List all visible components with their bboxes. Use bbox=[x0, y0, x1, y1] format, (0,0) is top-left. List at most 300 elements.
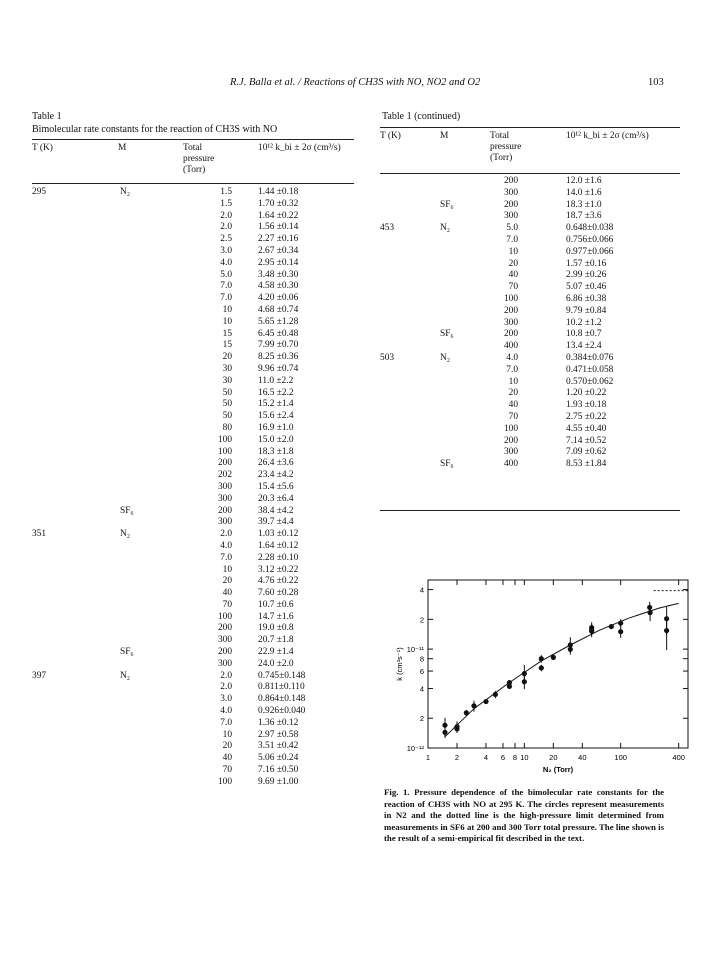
cell-P: 7.0 bbox=[220, 293, 232, 304]
table-row bbox=[32, 600, 354, 612]
col-header-M-cont: M bbox=[440, 131, 449, 141]
cell-P: 200 bbox=[503, 329, 518, 340]
cell-k: 2.99 ±0.26 bbox=[566, 270, 607, 281]
cell-P: 10 bbox=[508, 246, 518, 257]
cell-k: 14.7 ±1.6 bbox=[258, 611, 294, 622]
cell-k: 4.58 ±0.30 bbox=[258, 281, 299, 292]
cell-k: 10.2 ±1.2 bbox=[566, 317, 602, 328]
cell-P: 3.0 bbox=[220, 694, 232, 705]
cell-M: SF₆ bbox=[440, 459, 454, 470]
cell-P: 300 bbox=[217, 481, 232, 492]
cell-k: 8.25 ±0.36 bbox=[258, 352, 299, 363]
table-row bbox=[32, 399, 354, 411]
table-row bbox=[32, 706, 354, 718]
table-row bbox=[32, 529, 354, 541]
cell-P: 15 bbox=[222, 340, 232, 351]
cell-P: 200 bbox=[217, 458, 232, 469]
cell-k: 3.51 ±0.42 bbox=[258, 741, 299, 752]
table-row bbox=[32, 659, 354, 671]
table-row bbox=[32, 293, 354, 305]
cell-P: 80 bbox=[222, 422, 232, 433]
cell-P: 15 bbox=[222, 328, 232, 339]
table-row bbox=[32, 281, 354, 293]
cell-P: 200 bbox=[217, 505, 232, 516]
cell-M: N₂ bbox=[440, 352, 451, 363]
data-point bbox=[664, 616, 669, 621]
table-row bbox=[32, 447, 354, 459]
data-point bbox=[471, 703, 476, 708]
cell-P: 70 bbox=[222, 765, 232, 776]
x-tick-label: 100 bbox=[614, 753, 627, 762]
cell-P: 10 bbox=[222, 564, 232, 575]
cell-M: SF₆ bbox=[120, 647, 134, 658]
data-point bbox=[647, 610, 652, 615]
cell-P: 3.0 bbox=[220, 245, 232, 256]
cell-k: 6.86 ±0.38 bbox=[566, 293, 607, 304]
cell-P: 5.0 bbox=[506, 223, 518, 234]
y-tick-label: 4 bbox=[419, 585, 424, 595]
table-row bbox=[32, 777, 354, 789]
cell-k: 5.07 ±0.46 bbox=[566, 282, 607, 293]
cell-T: 503 bbox=[380, 352, 395, 363]
cell-P: 2.0 bbox=[220, 670, 232, 681]
cell-k: 1.03 ±0.12 bbox=[258, 529, 299, 540]
table-row bbox=[32, 682, 354, 694]
cell-k: 26.4 ±3.6 bbox=[258, 458, 294, 469]
cell-P: 1.5 bbox=[220, 198, 232, 209]
table-row bbox=[32, 753, 354, 765]
data-point bbox=[464, 710, 469, 715]
cell-k: 10.8 ±0.7 bbox=[566, 329, 602, 340]
table1-body bbox=[32, 187, 354, 789]
table-row bbox=[380, 329, 680, 341]
cell-P: 100 bbox=[217, 611, 232, 622]
table-row bbox=[32, 741, 354, 753]
cell-k: 1.93 ±0.18 bbox=[566, 400, 607, 411]
table-row bbox=[380, 436, 680, 448]
y-tick-label: 10⁻¹¹ bbox=[406, 645, 424, 655]
cell-P: 30 bbox=[222, 363, 232, 374]
col-header-rate-cont: 10¹² k_bi ± 2σ (cm³/s) bbox=[566, 131, 649, 141]
cell-P: 4.0 bbox=[220, 706, 232, 717]
table1-label: Table 1 bbox=[32, 111, 62, 122]
cell-P: 20 bbox=[222, 352, 232, 363]
cell-k: 1.70 ±0.32 bbox=[258, 198, 299, 209]
table-row bbox=[32, 270, 354, 282]
cell-P: 10 bbox=[508, 376, 518, 387]
cell-M: N₂ bbox=[120, 529, 131, 540]
cell-P: 7.0 bbox=[220, 717, 232, 728]
cell-k: 0.756±0.066 bbox=[566, 234, 614, 245]
table-row bbox=[380, 270, 680, 282]
table-row bbox=[32, 671, 354, 683]
cell-M: N₂ bbox=[120, 670, 131, 681]
table-row bbox=[380, 282, 680, 294]
data-point bbox=[493, 692, 498, 697]
cell-k: 16.9 ±1.0 bbox=[258, 422, 294, 433]
table-row bbox=[32, 258, 354, 270]
table-row bbox=[380, 259, 680, 271]
cell-P: 300 bbox=[217, 493, 232, 504]
cell-k: 2.97 ±0.58 bbox=[258, 729, 299, 740]
cell-k: 16.5 ±2.2 bbox=[258, 387, 294, 398]
cell-k: 3.12 ±0.22 bbox=[258, 564, 299, 575]
x-tick-label: 1 bbox=[425, 753, 431, 762]
cell-M: N₂ bbox=[120, 187, 131, 197]
data-point bbox=[618, 629, 623, 634]
cell-M: SF₆ bbox=[440, 329, 454, 340]
table-row bbox=[380, 318, 680, 330]
figure-1-chart bbox=[390, 568, 690, 783]
x-tick-label: 8 bbox=[512, 753, 518, 762]
cell-T: 397 bbox=[32, 670, 47, 681]
cell-P: 7.0 bbox=[506, 234, 518, 245]
cell-P: 50 bbox=[222, 387, 232, 398]
data-point bbox=[442, 723, 447, 728]
cell-P: 4.0 bbox=[220, 540, 232, 551]
cell-k: 18.3 ±1.0 bbox=[566, 199, 602, 210]
y-tick-label: 4 bbox=[419, 684, 424, 694]
cell-M: N₂ bbox=[440, 223, 451, 234]
table1-cont-top-rule bbox=[380, 127, 680, 128]
table-row bbox=[32, 435, 354, 447]
cell-k: 0.811±0.110 bbox=[258, 682, 305, 693]
table-row bbox=[380, 412, 680, 424]
cell-k: 2.75 ±0.22 bbox=[566, 411, 607, 422]
cell-P: 200 bbox=[217, 647, 232, 658]
cell-k: 1.57 ±0.16 bbox=[566, 258, 607, 269]
page-number: 103 bbox=[648, 77, 664, 88]
cell-P: 200 bbox=[503, 176, 518, 186]
cell-P: 2.5 bbox=[220, 234, 232, 245]
cell-k: 7.09 ±0.62 bbox=[566, 447, 607, 458]
y-tick-label: 8 bbox=[419, 654, 424, 664]
cell-T: 295 bbox=[32, 187, 47, 197]
cell-k: 39.7 ±4.4 bbox=[258, 517, 294, 528]
cell-k: 1.64 ±0.22 bbox=[258, 210, 299, 221]
cell-k: 6.45 ±0.48 bbox=[258, 328, 299, 339]
cell-k: 0.977±0.066 bbox=[566, 246, 614, 257]
cell-k: 22.9 ±1.4 bbox=[258, 647, 294, 658]
cell-k: 1.36 ±0.12 bbox=[258, 717, 299, 728]
cell-k: 2.27 ±0.16 bbox=[258, 234, 299, 245]
table-row bbox=[32, 234, 354, 246]
cell-P: 200 bbox=[503, 305, 518, 316]
table-row bbox=[32, 458, 354, 470]
col-header-T: T (K) bbox=[32, 143, 53, 153]
x-tick-label: 400 bbox=[672, 753, 685, 762]
table-row bbox=[32, 576, 354, 588]
cell-k: 9.69 ±1.00 bbox=[258, 776, 299, 787]
table-row bbox=[32, 352, 354, 364]
cell-k: 0.384±0.076 bbox=[566, 352, 614, 363]
cell-k: 1.44 ±0.18 bbox=[258, 187, 299, 197]
table-row bbox=[32, 222, 354, 234]
table-row bbox=[380, 377, 680, 389]
table-row bbox=[380, 365, 680, 377]
table-row bbox=[32, 730, 354, 742]
running-title: R.J. Balla et al. / Reactions of CH3S with NO, NO2 and O2 bbox=[230, 77, 481, 88]
cell-P: 40 bbox=[222, 753, 232, 764]
col-header-M: M bbox=[118, 143, 127, 153]
table-row bbox=[32, 199, 354, 211]
cell-P: 40 bbox=[222, 588, 232, 599]
cell-k: 4.68 ±0.74 bbox=[258, 304, 299, 315]
table-row bbox=[32, 187, 354, 199]
table1-top-rule bbox=[32, 139, 354, 140]
table-row bbox=[380, 235, 680, 247]
table-row bbox=[32, 340, 354, 352]
cell-P: 20 bbox=[222, 576, 232, 587]
table-row bbox=[380, 447, 680, 459]
fit-line bbox=[445, 603, 679, 736]
cell-k: 10.7 ±0.6 bbox=[258, 599, 294, 610]
col-header-pressure: Total pressure (Torr) bbox=[183, 143, 215, 175]
cell-P: 1.5 bbox=[220, 187, 232, 197]
table1-cont-bottom-rule bbox=[380, 510, 680, 511]
cell-k: 4.20 ±0.06 bbox=[258, 293, 299, 304]
table-row bbox=[32, 423, 354, 435]
table1-cont-label: Table 1 (continued) bbox=[382, 111, 461, 122]
table-row bbox=[32, 541, 354, 553]
cell-P: 50 bbox=[222, 411, 232, 422]
table-row bbox=[32, 718, 354, 730]
table-row bbox=[32, 494, 354, 506]
table-row bbox=[32, 765, 354, 777]
data-point bbox=[568, 642, 573, 647]
table1-header-rule bbox=[32, 183, 354, 184]
cell-P: 70 bbox=[222, 599, 232, 610]
cell-P: 7.0 bbox=[506, 364, 518, 375]
cell-P: 100 bbox=[217, 776, 232, 787]
table-row bbox=[32, 694, 354, 706]
y-tick-label: 2 bbox=[419, 714, 424, 724]
table-row bbox=[32, 317, 354, 329]
cell-P: 2.0 bbox=[220, 222, 232, 233]
table1-title: Bimolecular rate constants for the reaction of CH3S with NO bbox=[32, 124, 278, 135]
cell-P: 30 bbox=[222, 375, 232, 386]
table1-cont-body bbox=[380, 176, 680, 471]
x-axis-label: N₂ (Torr) bbox=[542, 765, 574, 774]
data-point bbox=[483, 699, 488, 704]
cell-k: 1.56 ±0.14 bbox=[258, 222, 299, 233]
cell-M: SF₆ bbox=[440, 199, 454, 210]
cell-P: 2.0 bbox=[220, 529, 232, 540]
cell-T: 453 bbox=[380, 223, 395, 234]
y-tick-label: 10⁻¹² bbox=[406, 744, 424, 753]
running-header bbox=[0, 77, 720, 93]
cell-k: 24.0 ±2.0 bbox=[258, 658, 294, 669]
data-point bbox=[609, 624, 614, 629]
cell-k: 5.06 ±0.24 bbox=[258, 753, 299, 764]
table-row bbox=[380, 306, 680, 318]
cell-k: 7.16 ±0.50 bbox=[258, 765, 299, 776]
cell-P: 50 bbox=[222, 399, 232, 410]
cell-P: 200 bbox=[503, 435, 518, 446]
table-row bbox=[32, 482, 354, 494]
table-row bbox=[32, 612, 354, 624]
table-row bbox=[32, 246, 354, 258]
cell-P: 20 bbox=[222, 741, 232, 752]
table-row bbox=[380, 353, 680, 365]
cell-k: 20.7 ±1.8 bbox=[258, 635, 294, 646]
cell-P: 400 bbox=[503, 341, 518, 352]
col-header-pressure-cont: Total pressure (Torr) bbox=[490, 131, 522, 163]
figure-caption: Fig. 1. Pressure dependence of the bimolecular rate constants for the reaction of CH3S with NO at 295 K. The circles represent measurements in N2 and the dotted line is the high-pressure limit determined from measurements in SF6 at 200 and 300 Torr total pressure. The line shown is the result of a semi-empirical fit described in the text. bbox=[384, 787, 664, 844]
table-row bbox=[32, 305, 354, 317]
table-row bbox=[380, 388, 680, 400]
table-row bbox=[32, 506, 354, 518]
cell-P: 10 bbox=[222, 304, 232, 315]
cell-k: 2.95 ±0.14 bbox=[258, 257, 299, 268]
cell-k: 2.67 ±0.34 bbox=[258, 245, 299, 256]
cell-P: 400 bbox=[503, 459, 518, 470]
y-tick-label: 2 bbox=[419, 615, 424, 625]
table-row bbox=[32, 211, 354, 223]
y-tick-label: 6 bbox=[419, 667, 424, 677]
table-row bbox=[380, 211, 680, 223]
cell-k: 5.65 ±1.28 bbox=[258, 316, 299, 327]
table-row bbox=[32, 647, 354, 659]
cell-P: 200 bbox=[503, 199, 518, 210]
cell-k: 0.570±0.062 bbox=[566, 376, 614, 387]
data-point bbox=[454, 726, 459, 731]
x-tick-label: 20 bbox=[549, 753, 558, 762]
cell-k: 18.3 ±1.8 bbox=[258, 446, 294, 457]
table-row bbox=[32, 388, 354, 400]
cell-P: 300 bbox=[503, 317, 518, 328]
table-row bbox=[380, 341, 680, 353]
cell-k: 9.96 ±0.74 bbox=[258, 363, 299, 374]
table-row bbox=[32, 376, 354, 388]
table-row bbox=[380, 400, 680, 412]
table-row bbox=[380, 176, 680, 188]
x-tick-label: 6 bbox=[500, 753, 506, 762]
cell-k: 15.4 ±5.6 bbox=[258, 481, 294, 492]
cell-k: 8.53 ±1.84 bbox=[566, 459, 607, 470]
table-row bbox=[32, 588, 354, 600]
cell-P: 100 bbox=[217, 446, 232, 457]
cell-k: 4.55 ±0.40 bbox=[566, 423, 607, 434]
cell-k: 1.64 ±0.12 bbox=[258, 540, 299, 551]
cell-k: 4.76 ±0.22 bbox=[258, 576, 299, 587]
table-row bbox=[380, 223, 680, 235]
cell-P: 10 bbox=[222, 316, 232, 327]
table-row bbox=[32, 517, 354, 529]
cell-P: 100 bbox=[503, 293, 518, 304]
cell-P: 300 bbox=[503, 187, 518, 198]
x-tick-label: 40 bbox=[578, 753, 587, 762]
table-row bbox=[380, 188, 680, 200]
cell-P: 100 bbox=[503, 423, 518, 434]
cell-T: 351 bbox=[32, 529, 47, 540]
col-header-rate: 10¹² k_bi ± 2σ (cm³/s) bbox=[258, 143, 341, 153]
cell-P: 20 bbox=[508, 258, 518, 269]
data-point bbox=[539, 665, 544, 670]
data-point bbox=[522, 671, 527, 676]
table-row bbox=[32, 565, 354, 577]
data-point bbox=[618, 621, 623, 626]
table-row bbox=[32, 635, 354, 647]
table-row bbox=[380, 294, 680, 306]
table-row bbox=[380, 247, 680, 259]
cell-P: 2.0 bbox=[220, 210, 232, 221]
x-tick-label: 10 bbox=[520, 753, 529, 762]
cell-P: 200 bbox=[217, 623, 232, 634]
x-tick-label: 2 bbox=[454, 753, 460, 762]
cell-k: 23.4 ±4.2 bbox=[258, 470, 294, 481]
cell-k: 19.0 ±0.8 bbox=[258, 623, 294, 634]
cell-k: 0.471±0.058 bbox=[566, 364, 614, 375]
cell-k: 3.48 ±0.30 bbox=[258, 269, 299, 280]
cell-k: 38.4 ±4.2 bbox=[258, 505, 294, 516]
table-row bbox=[32, 411, 354, 423]
cell-P: 300 bbox=[217, 658, 232, 669]
col-header-T-cont: T (K) bbox=[380, 131, 401, 141]
cell-k: 13.4 ±2.4 bbox=[566, 341, 602, 352]
cell-P: 4.0 bbox=[506, 352, 518, 363]
cell-k: 0.745±0.148 bbox=[258, 670, 306, 681]
cell-k: 15.0 ±2.0 bbox=[258, 434, 294, 445]
cell-k: 2.28 ±0.10 bbox=[258, 552, 299, 563]
cell-P: 70 bbox=[508, 411, 518, 422]
table-row bbox=[380, 424, 680, 436]
data-point bbox=[507, 684, 512, 689]
cell-P: 100 bbox=[217, 434, 232, 445]
cell-k: 7.99 ±0.70 bbox=[258, 340, 299, 351]
cell-k: 20.3 ±6.4 bbox=[258, 493, 294, 504]
table-row bbox=[32, 329, 354, 341]
cell-k: 1.20 ±0.22 bbox=[566, 388, 607, 399]
data-point bbox=[539, 656, 544, 661]
cell-M: SF₆ bbox=[120, 505, 134, 516]
cell-k: 15.6 ±2.4 bbox=[258, 411, 294, 422]
cell-k: 0.926±0.040 bbox=[258, 706, 306, 717]
cell-P: 300 bbox=[503, 447, 518, 458]
data-point bbox=[551, 655, 556, 660]
data-point bbox=[589, 627, 594, 632]
cell-k: 15.2 ±1.4 bbox=[258, 399, 294, 410]
cell-P: 2.0 bbox=[220, 682, 232, 693]
cell-P: 7.0 bbox=[220, 552, 232, 563]
table-row bbox=[32, 364, 354, 376]
table-row bbox=[380, 200, 680, 212]
cell-P: 202 bbox=[217, 470, 232, 481]
cell-k: 11.0 ±2.2 bbox=[258, 375, 294, 386]
cell-k: 18.7 ±3.6 bbox=[566, 211, 602, 222]
y-axis-label: k (cm³s⁻¹) bbox=[395, 647, 404, 681]
cell-P: 4.0 bbox=[220, 257, 232, 268]
cell-P: 5.0 bbox=[220, 269, 232, 280]
cell-P: 10 bbox=[222, 729, 232, 740]
cell-P: 40 bbox=[508, 400, 518, 411]
table-row bbox=[32, 623, 354, 635]
cell-k: 7.60 ±0.28 bbox=[258, 588, 299, 599]
table-row bbox=[32, 553, 354, 565]
table1-cont-header-rule bbox=[380, 173, 680, 174]
cell-P: 40 bbox=[508, 270, 518, 281]
cell-k: 9.79 ±0.84 bbox=[566, 305, 607, 316]
cell-k: 14.0 ±1.6 bbox=[566, 187, 602, 198]
cell-P: 300 bbox=[503, 211, 518, 222]
cell-P: 70 bbox=[508, 282, 518, 293]
cell-P: 7.0 bbox=[220, 281, 232, 292]
cell-k: 12.0 ±1.6 bbox=[566, 176, 602, 186]
cell-P: 300 bbox=[217, 517, 232, 528]
cell-P: 20 bbox=[508, 388, 518, 399]
cell-k: 0.648±0.038 bbox=[566, 223, 614, 234]
table-row bbox=[380, 459, 680, 471]
